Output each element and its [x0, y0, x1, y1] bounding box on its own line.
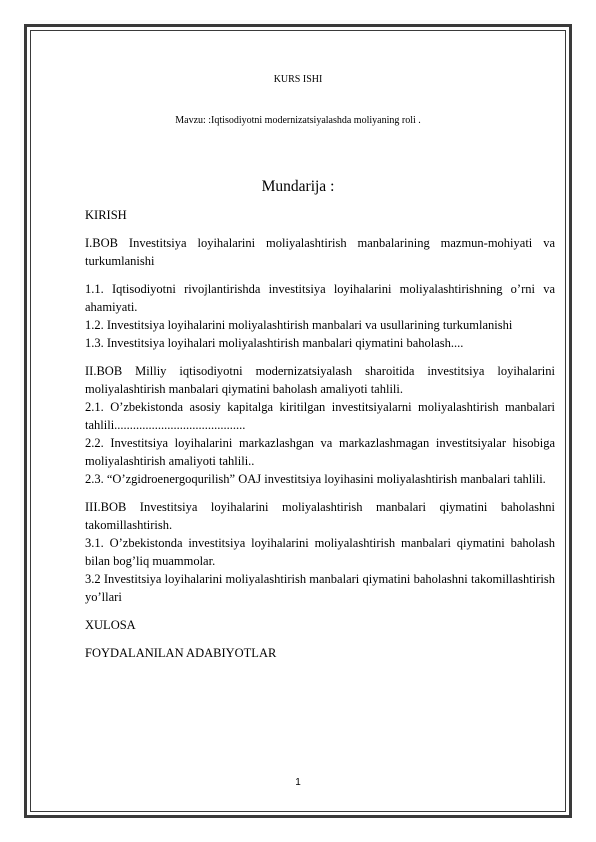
toc-entry-2-2: 2.2. Investitsiya loyihalarini markazlashgan va markazlashmagan investitsiyalar hisobiga moliyalashtirish amaliyoti tahlili..	[85, 436, 555, 468]
page-number: 1	[295, 777, 301, 788]
toc-entry-2-1: 2.1. O’zbekistonda asosiy kapitalga kiritilgan investitsiyalarni moliyalashtirish manbalari tahlili..........................................	[85, 400, 555, 432]
toc-entry-bob3: III.BOB Investitsiya loyihalarini moliyalashtirish manbalari qiymatini baholashni takomillashtirish.	[85, 500, 555, 532]
toc-entry-1-2: 1.2. Investitsiya loyihalarini moliyalashtirish manbalari va usullarining turkumlanishi	[85, 318, 513, 332]
toc-entry-1-3: 1.3. Investitsiya loyihalari moliyalashtirish manbalari qiymatini baholash....	[85, 336, 464, 350]
toc-entry-2-3: 2.3. “O’zgidroenergoqurilish” OAJ investitsiya loyihasini moliyalashtirish manbalari tahlili.	[85, 472, 546, 486]
toc-entry-xulosa: XULOSA	[85, 618, 136, 632]
toc-entry-bob2: II.BOB Milliy iqtisodiyotni modernizatsiyalash sharoitida investitsiya loyihalarini moliyalashtirish manbalari qiymatini baholash amaliyoti tahlili.	[85, 364, 555, 396]
toc-entry-kirish: KIRISH	[85, 208, 127, 222]
document-type: KURS ISHI	[273, 74, 323, 85]
toc-entry-1-1: 1.1. Iqtisodiyotni rivojlantirishda investitsiya loyihalarini moliyalashtirishning o’rni va ahamiyati.	[85, 282, 555, 314]
toc-entry-3-2: 3.2 Investitsiya loyihalarini moliyalashtirish manbalari qiymatini baholashni takomillashtirish yo’llari	[85, 572, 555, 604]
toc-entry-3-1: 3.1. O’zbekistonda investitsiya loyihalarini moliyalashtirish manbalari qiymatini baholash bilan bog’liq muammolar.	[85, 536, 555, 568]
table-of-contents	[85, 206, 555, 662]
document-topic: Mavzu: :Iqtisodiyotni modernizatsiyalashda moliyaning roli .	[175, 115, 421, 126]
toc-entry-bob1: I.BOB Investitsiya loyihalarini moliyalashtirish manbalarining mazmun-mohiyati va turkumlanishi	[85, 236, 555, 268]
toc-entry-adabiyotlar: FOYDALANILAN ADABIYOTLAR	[85, 646, 277, 660]
toc-title: Mundarija :	[261, 178, 335, 195]
